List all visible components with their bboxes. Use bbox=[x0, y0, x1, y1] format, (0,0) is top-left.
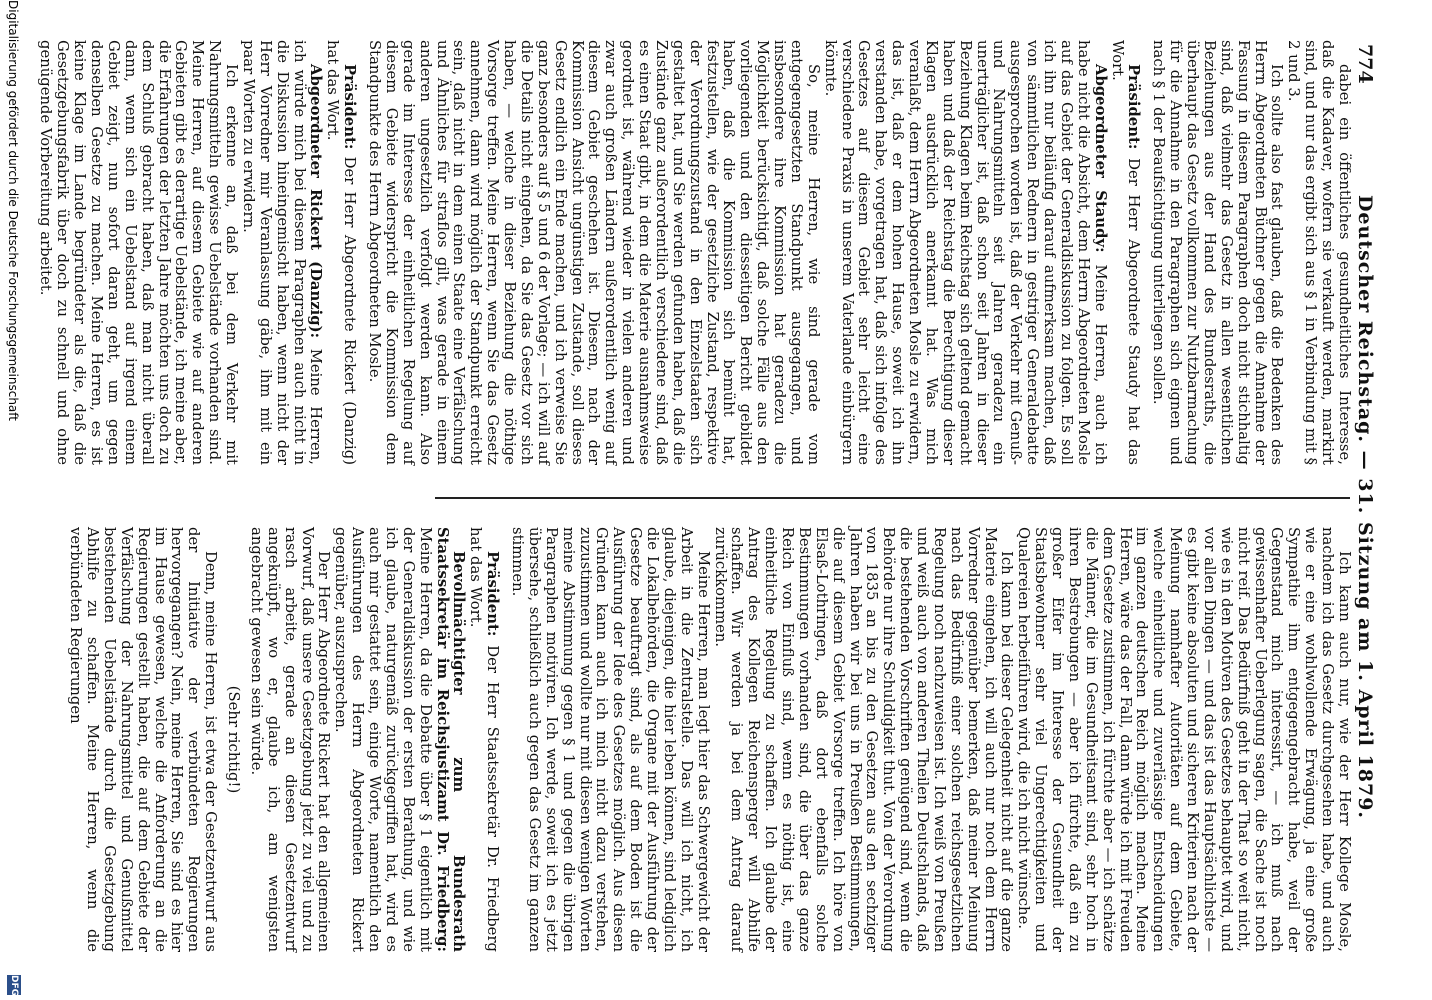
page-footer bbox=[2, 0, 24, 1000]
text-column-left bbox=[37, 40, 1352, 465]
dfg-logo: DFG bbox=[9, 975, 19, 997]
digitization-credit: Digitalisierung gefördert durch die Deutsche Forschungsgemeinschaft bbox=[6, 0, 20, 422]
paragraph: Ich sollte also fast glauben, daß die Bedenken des Herrn Abgeordneten Büchner gegen die Annahme der Fassung in diesem Paragraphen doch nicht stichhaltig sind, daß vielmehr das Gesetz in allen wesentlichen Beziehungen aus der Hand des Bundesraths, die überhaupt das Gesetz vollkommen zur Nutzbarmachung für die Annahme in den Paragraphen sich eignen und nach § 1 der Beaufsichtigung unterliegen sollen. bbox=[1150, 40, 1286, 465]
president-remark bbox=[1108, 40, 1142, 465]
speech-text: Der Herr Staatssekretär Dr. Friedberg hat das Wort. bbox=[467, 527, 502, 952]
speaker-name: Präsident: bbox=[484, 551, 502, 637]
speaker-name: Abgeordneter Staudy: bbox=[1091, 64, 1109, 253]
speech-text: Der Herr Abgeordnete Staudy hat das Wort. bbox=[1108, 40, 1143, 465]
speaker-name: Präsident: bbox=[1125, 64, 1143, 150]
speech-text: Der Herr Abgeordnete Rickert (Danzig) hat das Wort. bbox=[324, 40, 359, 465]
president-remark bbox=[324, 40, 358, 465]
column-divider bbox=[435, 497, 1350, 499]
paragraph: Ich kann auch nur, wie der Herr Kollege Mosle, nachdem ich das Gesetz durchgesehen habe, und auch wie er eine wohlwollende Erwägung, ja eine große Sympathie ihm entgegengebracht habe, weil der Gegenstand mich interessirt, — ich muß nach gewissenhafter Ueberlegung sagen, die Sache ist noch nicht reif. Das Bedürfniß geht in der That so weit nicht, wie es in den Motiven des Gesetzes behauptet wird, und vor allen Dingen — und das ist das Hauptsächlichste — es gibt keine absoluten und sicheren Kriterien nach der Meinung namhafter Autoritäten auf dem Gebiete, welche einheitliche und zuverlässige Entscheidungen im ganzen deutschen Reich möglich machen. Meine Herren, wäre das der Fall, dann würde ich mit Freuden dem Gesetze zustimmen, ich fürchte aber — ich schätze die Männer, die im Gesundheitsamt sind, sehr hoch in ihren Bestrebungen — aber ich fürchte, daß ein zu großer Eifer im Interesse der Gesundheit der Staatsbewohner sehr viel Ungerechtigkeiten und Qualereien herbeiführen wird, die ich nicht wünsche. bbox=[1015, 527, 1353, 952]
speaker-name: Bevollmächtigter zum Bundesrath Staatssekretär im Reichsjustizamt Dr. Friedberg: bbox=[433, 527, 468, 952]
page-header bbox=[1350, 44, 1380, 970]
speaker-name: Abgeordneter Rickert (Danzig): bbox=[307, 64, 325, 339]
paragraph: Der Herr Abgeordnete Rickert hat den allgemeinen Vorwurf, daß unsere Gesetzgebung jetzt zu viel und zu rasch arbeite, gerade an diesen Gesetzentwurf angeknüpft, wo er, glaube ich, am wenigsten angebracht gewesen sein würde. bbox=[248, 527, 333, 952]
paragraph: Meine Herren, man legt hier das Schwergewicht der Arbeit in die Zentralstelle. Das will ich nicht, ich glaube, diejenigen, die hier leben können, sind lediglich die Lokalbehörden, die Organe mit der Ausführung der Gesetze beauftragt sind, als auf dem Boden ist die Ausführung der Idee des Gesetzes möglich. Aus diesen Gründen kann auch ich mich nicht dazu verstehen, zuzustimmen und wollte nur mit diesen wenigen Worten meine Abstimmung gegen § 1 und gegen die übrigen Paragraphen motiviren. Ich werde, soweit ich es jetzt übersehe, schließlich auch gegen das Gesetz im ganzen stimmen. bbox=[509, 527, 712, 952]
speech-text: Meine Herren, da die Debatte über § 1 eigentlich mit der Generaldiskussion der ersten Berathung, und wie ich glaube, naturgemäß zurückgegriffen hat, wird es auch mir gestattet sein, einige Worte, namentlich den Ausführungen des Herrn Abgeordneten Rickert gegenüber, auszusprechen. bbox=[332, 527, 434, 952]
paragraph: So, meine Herren, wie sind gerade vom entgegengesetzten Standpunkt ausgegangen, und insbesondere ihre Kommission hat geradezu die Möglichkeit berücksichtigt, daß solche Fälle aus den vorliegenden und den diesseitigen Bericht gebildet haben, daß die Kommission sich bemüht hat, festzustellen, wie der gesetzliche Zustand, respektive der Verordnungszustand in den Einzelstaaten sich gestaltet hat, und Sie werden gefunden haben, daß die Zustände ganz außerordentlich verschiedene sind, daß es einen Staat gibt, in dem die Materie ausnahmsweise geordnet ist, während wieder in vielen anderen und zwar auch großen Ländern außerordentlich wenig auf diesem Gebiet geschehen ist. Diesem, nach der Kommission Ansicht ungünstigen Zustande, soll dieses Gesetz endlich ein Ende machen, und ich verweise Sie ganz besonders auf § 5 und 6 der Vorlage; — ich will auf die Details nicht eingehen, da Sie das Gesetz vor sich haben, — welche in dieser Beziehung die nöthige Vorsorge treffen. Meine Herren, wenn Sie das Gesetz annehmen, dann wird möglich der Standpunkt erreicht sein, daß nicht in dem einen Staate eine Verfälschung und Ähnliches für straflos gilt, was gerade in einem anderen ungesetzlich verfolgt werden kann. Also gerade im Interesse der einheitlichen Regelung auf diesem Gebiete widerspricht die Kommission dem Standpunkte des Herrn Abgeordneten Mosle. bbox=[366, 40, 822, 465]
paragraph: Ich kann bei dieser Gelegenheit nicht auf die ganze Materie eingehen, ich will auch nur noch dem Herrn Vorredner gegenüber bemerken, daß meiner Meinung nach das Bedürfniß einer solchen reichsgesetzlichen Regelung noch nachzuweisen ist. Ich weiß von Preußen und weiß auch von anderen Theilen Deutschlands, daß die bestehenden Vorschriften genügend sind, wenn die Behörde nur ihre Schuldigkeit thut. Von der Verordnung von 1835 an bis zu den Gesetzen aus den sechziger Jahren haben wir bei uns in Preußen Bestimmungen, die auf diesem Gebiet Vorsorge treffen. Ich höre von Elsaß-Lothringen, daß dort ebenfalls solche Bestimmungen vorhanden sind, die über das ganze Reich von Einfluß sind, wenn es nöthig ist, eine einheitliche Regelung zu schaffen. Ich glaube der Antrag des Kollegen Reichensperger will Abhilfe schaffen. Wir werden ja bei dem Antrag darauf zurückkommen. bbox=[711, 527, 1016, 952]
paragraph: Ich erkenne an, daß bei dem Verkehr mit Nahrungsmitteln gewisse Uebelstände vorhanden sind. Meine Herren, auf diesem Gebiete wie auf anderen Gebieten gibt es derartige Uebelstände, ich meine aber, die Erfahrungen der letzten Jahre möchten uns doch zu dem Schluß gebracht haben, daß man nicht überall dann, wenn sich ein Uebelstand auf irgend einem Gebiet zeigt, nun sofort daran geht, um gegen denselben Gesetze zu machen. Meine Herren, es ist keine Klage im Lande begründeter als die, daß die Gesetzgebungsfabrik über doch zu schnell und ohne genügende Vorbereitung arbeitet. bbox=[37, 40, 241, 465]
speech-paragraph bbox=[239, 40, 323, 465]
page-number: 774 bbox=[1354, 44, 1376, 84]
text-column-right bbox=[66, 527, 1352, 952]
interjection: (Sehr richtig!) bbox=[225, 685, 243, 794]
president-remark bbox=[467, 527, 501, 952]
paragraph: dabei ein öffentliches gesundheitliches Interesse, daß die Kadaver, wofern sie verkauft werden, markirt sind, und nur das ergibt sich aus § 1 in Verbindung mit § 2 und 3. bbox=[1285, 40, 1353, 465]
speech-paragraph bbox=[821, 40, 1108, 465]
speech-paragraph bbox=[332, 527, 467, 952]
speech-text: Meine Herren, ich würde mich bei diesem Paragraphen auch nicht in die Diskussion hineingemischt haben, wenn nicht der Herr Vorredner mir Veranlassung gäbe, ihm mit ein paar Worten zu erwidern. bbox=[240, 40, 325, 465]
speaker-name: Präsident: bbox=[341, 64, 359, 150]
speech-text: Meine Herren, auch ich habe nicht die Absicht, dem Herrn Abgeordneten Mosle auf das Gebiet der Generaldiskussion zu folgen. Es soll ich ihn nur beiläufig darauf aufmerksam machen, daß von sämmtlichen Rednern in gestriger Generaldebatte ausgesprochen worden ist, daß der Verkehr mit Genuß- und Nahrungsmitteln seit Jahren geradezu ein unerträglicher ist, daß schon seit Jahren in dieser Beziehung Klagen beim Reichstag sich geltend gemacht haben und daß der Reichstag die Berechtigung dieser Klagen ausdrücklich anerkannt hat. Was mich veranlaßt, dem Herrn Abgeordneten Mosle zu erwidern, das ist, daß er dem hohen Hause, soweit ich ihn verstanden habe, vorgetragen hat, daß sich infolge des Gesetzes auf diesem Gebiet sehr leicht eine verschiedene Praxis in unserem Vaterlande einbürgern könnte. bbox=[821, 40, 1109, 465]
running-title: Deutscher Reichstag. — 31. Sitzung am 1. April 1879. bbox=[1354, 194, 1376, 820]
paragraph: Denn, meine Herren, ist etwa der Gesetzentwurf aus der Initiative der verbündeten Regierungen hervorgegangen? Nein, meine Herren, Sie sind es hier im Hause gewesen, welche die Anforderung an die Regierungen gestellt haben, die auf dem Gebiete der Verfälschung der Nahrungsmittel und Genußmittel bestehenden Uebelstände durch die Gesetzgebung Abhilfe zu schaffen. Meine Herren, wenn die verbündeten Regierungen bbox=[67, 527, 220, 952]
